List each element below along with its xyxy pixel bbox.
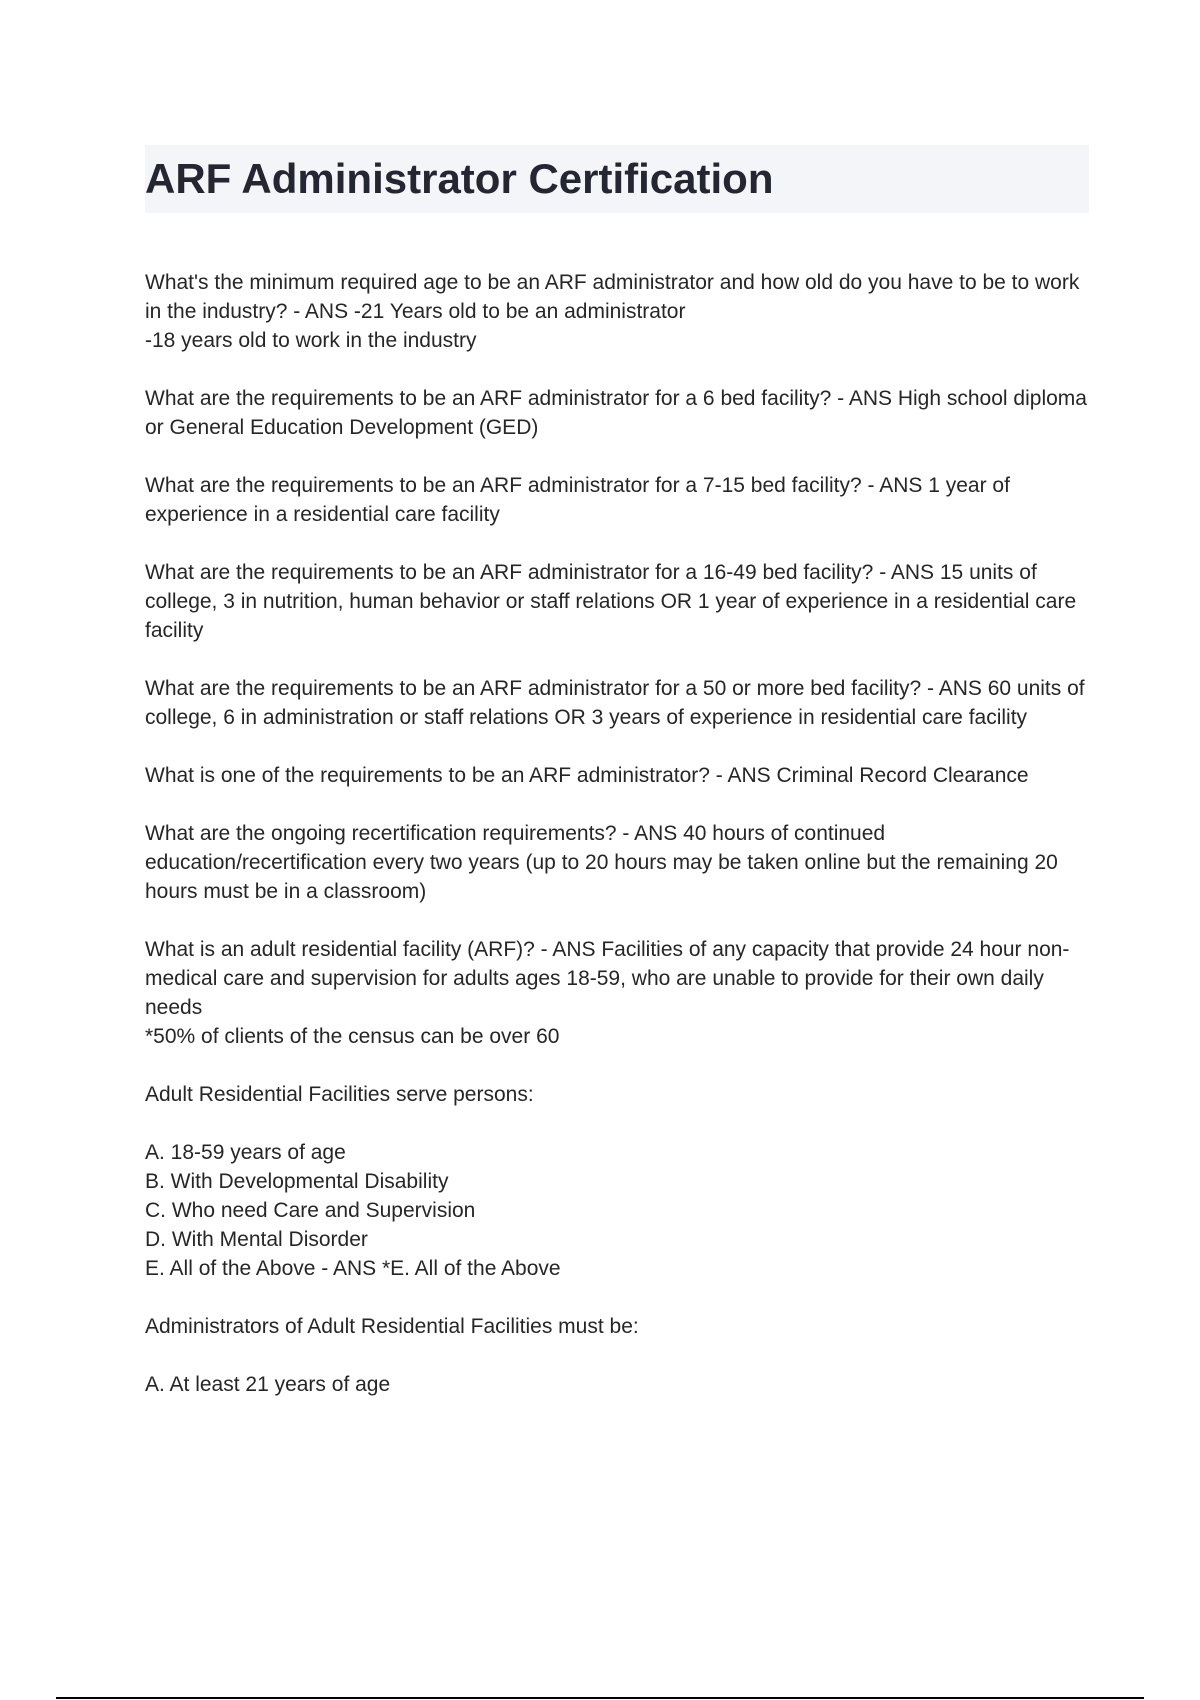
mc-option: A. 18-59 years of age: [145, 1141, 346, 1164]
qa-extra: *50% of clients of the census can be over 60: [145, 1025, 560, 1048]
qa-item: [145, 558, 1093, 645]
document-body: [145, 268, 1093, 1399]
qa-item: [145, 935, 1093, 1051]
qa-text: What are the requirements to be an ARF administrator for a 50 or more bed facility? - ANS 60 units of college, 6 in administration or staff relations OR 3 years of experience in residential care facility: [145, 677, 1085, 729]
qa-item: [145, 819, 1093, 906]
mc-option: A. At least 21 years of age: [145, 1373, 391, 1396]
qa-text: What are the requirements to be an ARF administrator for a 16-49 bed facility? - ANS 15 units of college, 3 in nutrition, human behavior or staff relations OR 1 year of experience in a residential care facility: [145, 561, 1077, 642]
qa-text: What is an adult residential facility (ARF)? - ANS Facilities of any capacity that provide 24 hour non-medical care and supervision for adults ages 18-59, who are unable to provide for their own daily needs: [145, 938, 1070, 1019]
qa-text: What are the requirements to be an ARF administrator for a 6 bed facility? - ANS High school diploma or General Education Development (GED): [145, 387, 1087, 439]
qa-text: What are the ongoing recertification requirements? - ANS 40 hours of continued education/recertification every two years (up to 20 hours may be taken online but the remaining 20 hours must be in a classroom): [145, 822, 1058, 903]
mc-option: D. With Mental Disorder: [145, 1228, 368, 1251]
mc-question: Adult Residential Facilities serve persons:: [145, 1083, 534, 1106]
mc-question: Administrators of Adult Residential Facilities must be:: [145, 1315, 639, 1338]
qa-item: [145, 471, 1093, 529]
mc-option: B. With Developmental Disability: [145, 1170, 449, 1193]
qa-text: What is one of the requirements to be an ARF administrator? - ANS Criminal Record Clearance: [145, 764, 1029, 787]
qa-extra: -18 years old to work in the industry: [145, 329, 477, 352]
mc-option: E. All of the Above - ANS *E. All of the Above: [145, 1257, 561, 1280]
mc-option: C. Who need Care and Supervision: [145, 1199, 476, 1222]
qa-text: What are the requirements to be an ARF administrator for a 7-15 bed facility? - ANS 1 year of experience in a residential care facility: [145, 474, 1010, 526]
footer-divider: [56, 1697, 1144, 1699]
document-title: ARF Administrator Certification: [145, 155, 774, 202]
qa-text: What's the minimum required age to be an ARF administrator and how old do you have to be to work in the industry? - ANS -21 Years old to be an administrator: [145, 271, 1080, 323]
qa-item: [145, 761, 1093, 790]
qa-item: [145, 384, 1093, 442]
qa-item: [145, 674, 1093, 732]
qa-item: [145, 268, 1093, 355]
